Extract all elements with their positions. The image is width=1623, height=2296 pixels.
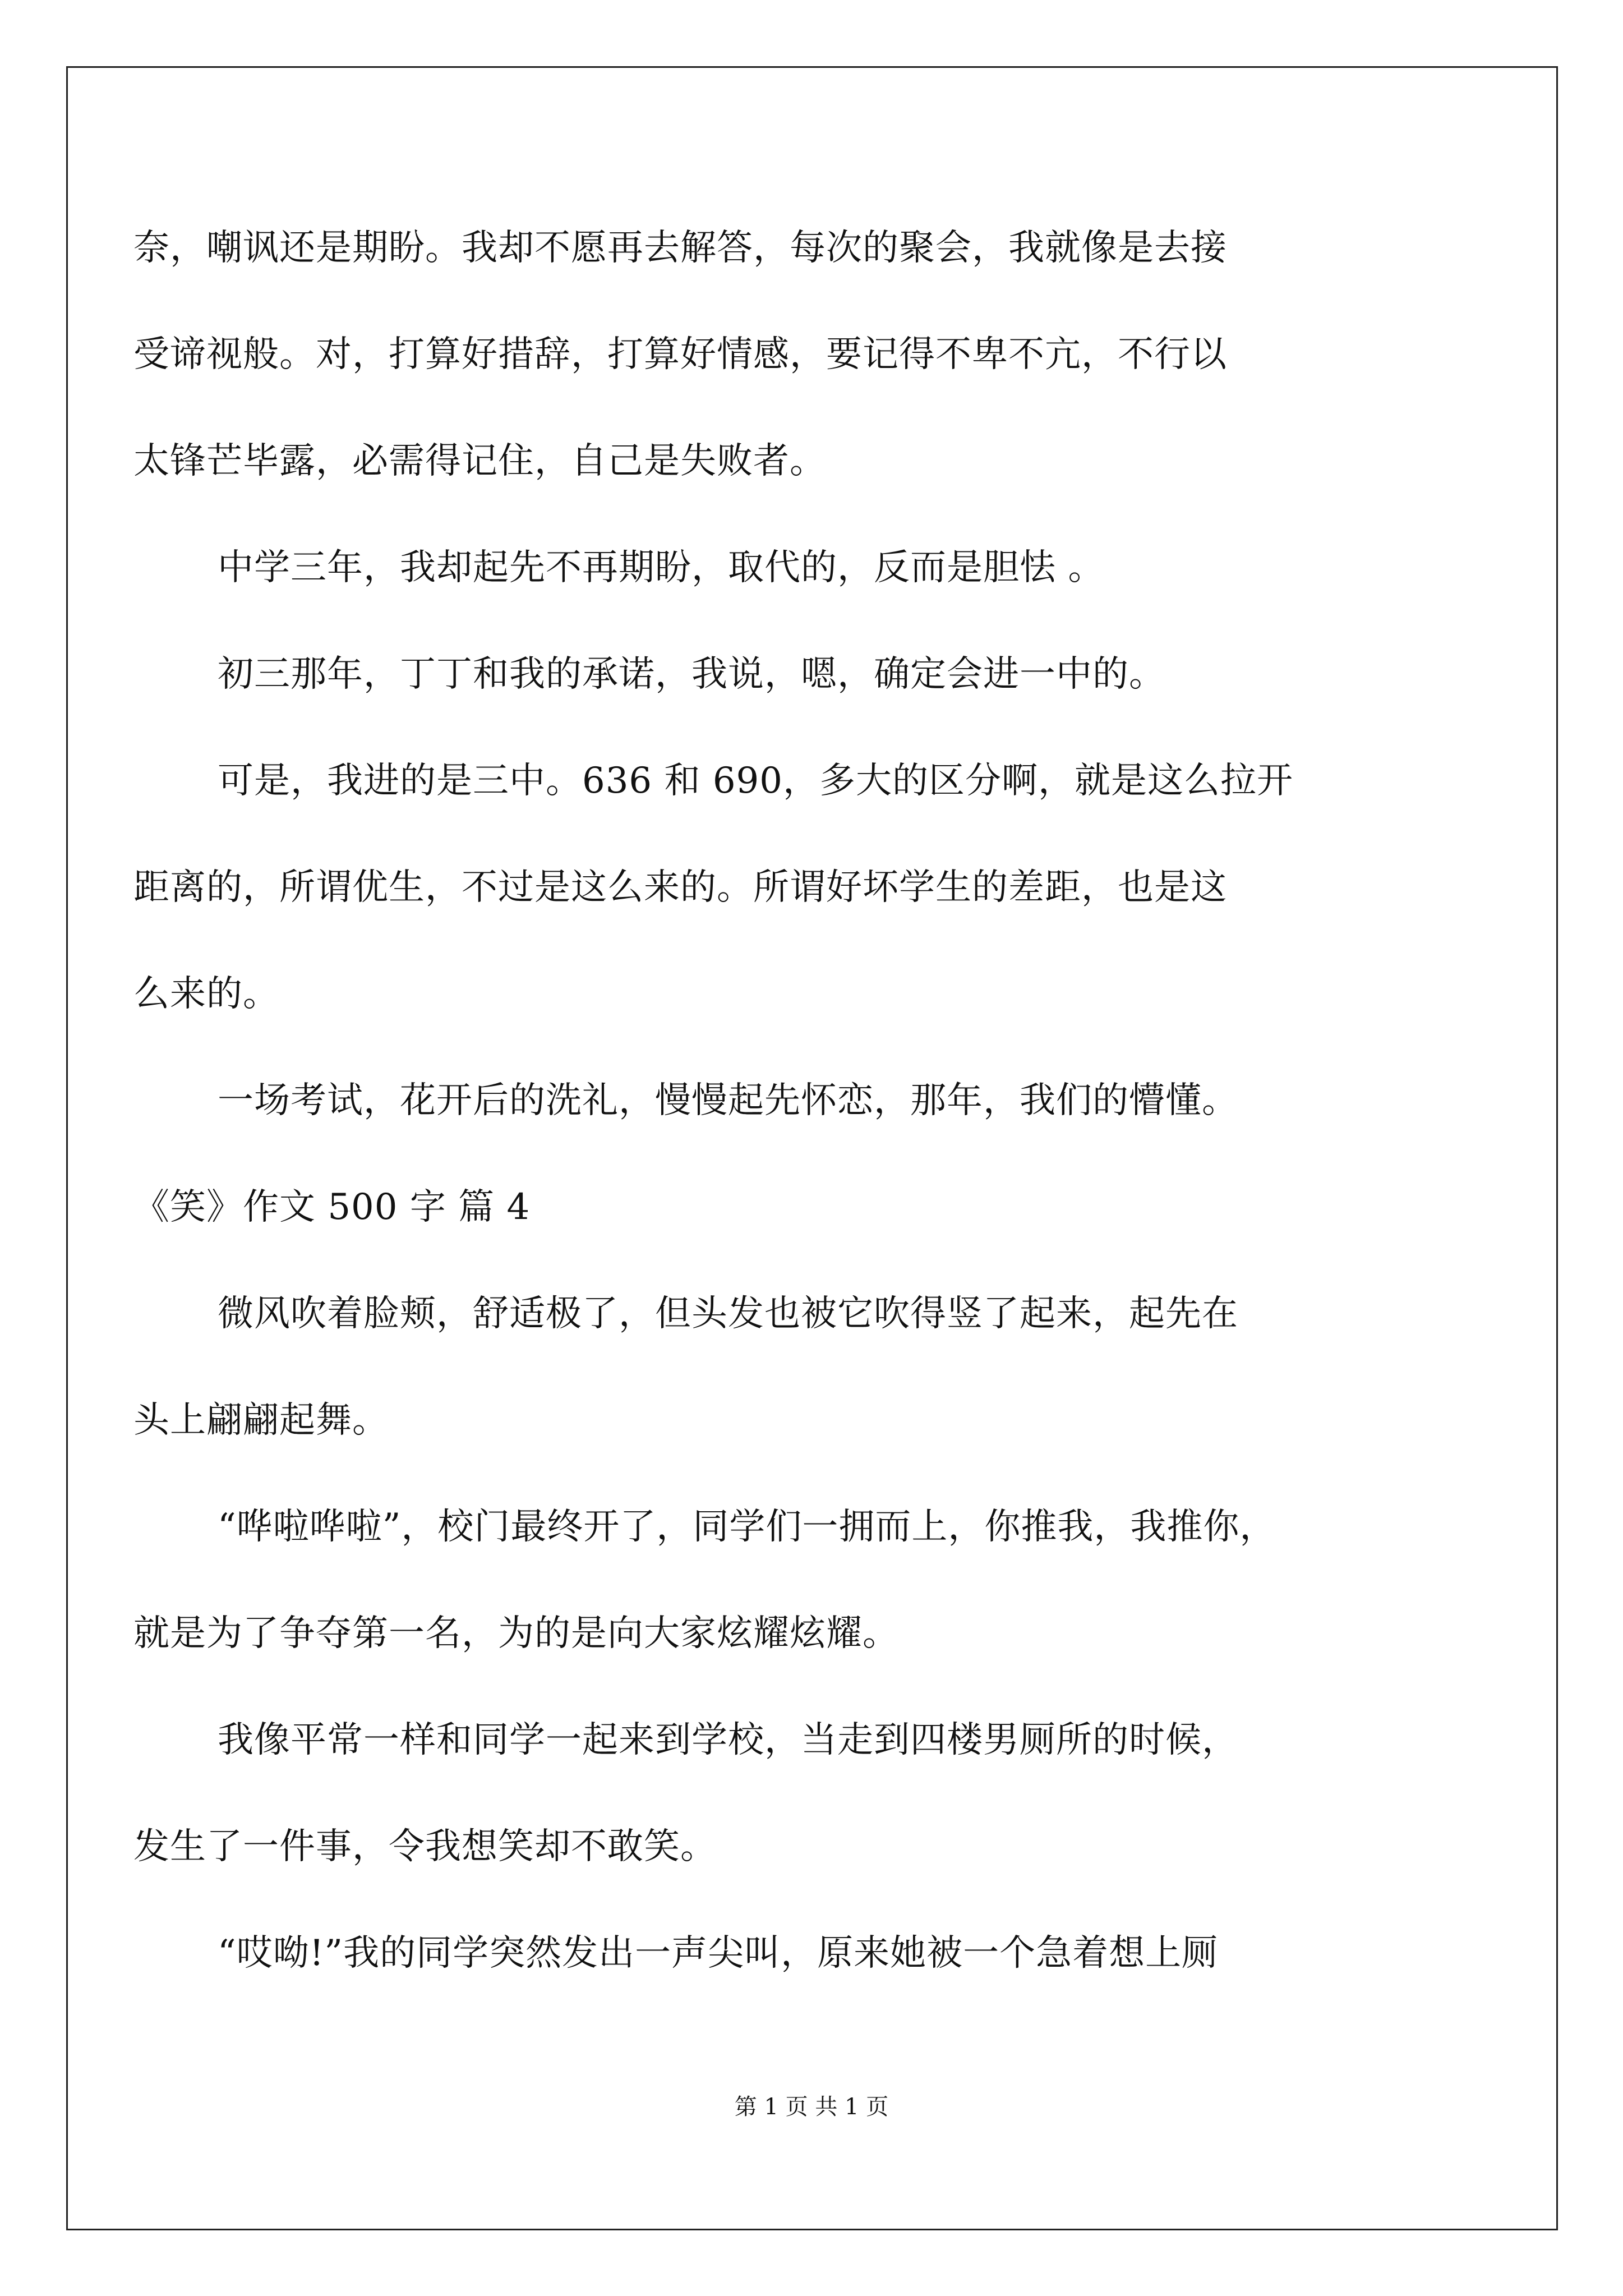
paragraph-line: 可是，我进的是三中。636 和 690，多大的区分啊，就是这么拉开 xyxy=(218,760,1293,802)
page-border xyxy=(66,66,1558,2230)
text-line: 头上翩翩起舞。 xyxy=(133,1400,389,1441)
page-footer: 第 1 页 共 1 页 xyxy=(734,2094,889,2120)
paragraph-line: 中学三年，我却起先不再期盼，取代的，反而是胆怯 。 xyxy=(218,547,1105,588)
paragraph-line: 我像平常一样和同学一起来到学校，当走到四楼男厕所的时候， xyxy=(218,1719,1238,1761)
text-line: 发生了一件事，令我想笑却不敢笑。 xyxy=(133,1826,717,1867)
text-line: 奈，嘲讽还是期盼。我却不愿再去解答，每次的聚会，我就像是去接 xyxy=(133,227,1227,269)
paragraph-line: 微风吹着脸颊，舒适极了，但头发也被它吹得竖了起来，起先在 xyxy=(218,1293,1238,1335)
paragraph-line: 初三那年，丁丁和我的承诺，我说，嗯，确定会进一中的。 xyxy=(218,654,1165,695)
paragraph-line: “哎呦!”我的同学突然发出一声尖叫，原来她被一个急着想上厕 xyxy=(218,1932,1219,1974)
text-line: 就是为了争夺第一名，为的是向大家炫耀炫耀。 xyxy=(133,1613,899,1654)
text-line: 太锋芒毕露，必需得记住，自己是失败者。 xyxy=(133,440,826,482)
text-line: 受谛视般。对，打算好措辞，打算好情感，要记得不卑不亢，不行以 xyxy=(133,334,1227,375)
section-heading: 《笑》作文 500 字 篇 4 xyxy=(133,1186,531,1228)
text-line: 距离的，所谓优生，不过是这么来的。所谓好坏学生的差距，也是这 xyxy=(133,867,1227,908)
paragraph-line: 一场考试，花开后的洗礼，慢慢起先怀恋，那年，我们的懵懂。 xyxy=(218,1080,1238,1121)
text-line: 么来的。 xyxy=(133,973,279,1015)
paragraph-line: “哗啦哗啦”，校门最终开了，同学们一拥而上，你推我，我推你， xyxy=(218,1506,1276,1548)
